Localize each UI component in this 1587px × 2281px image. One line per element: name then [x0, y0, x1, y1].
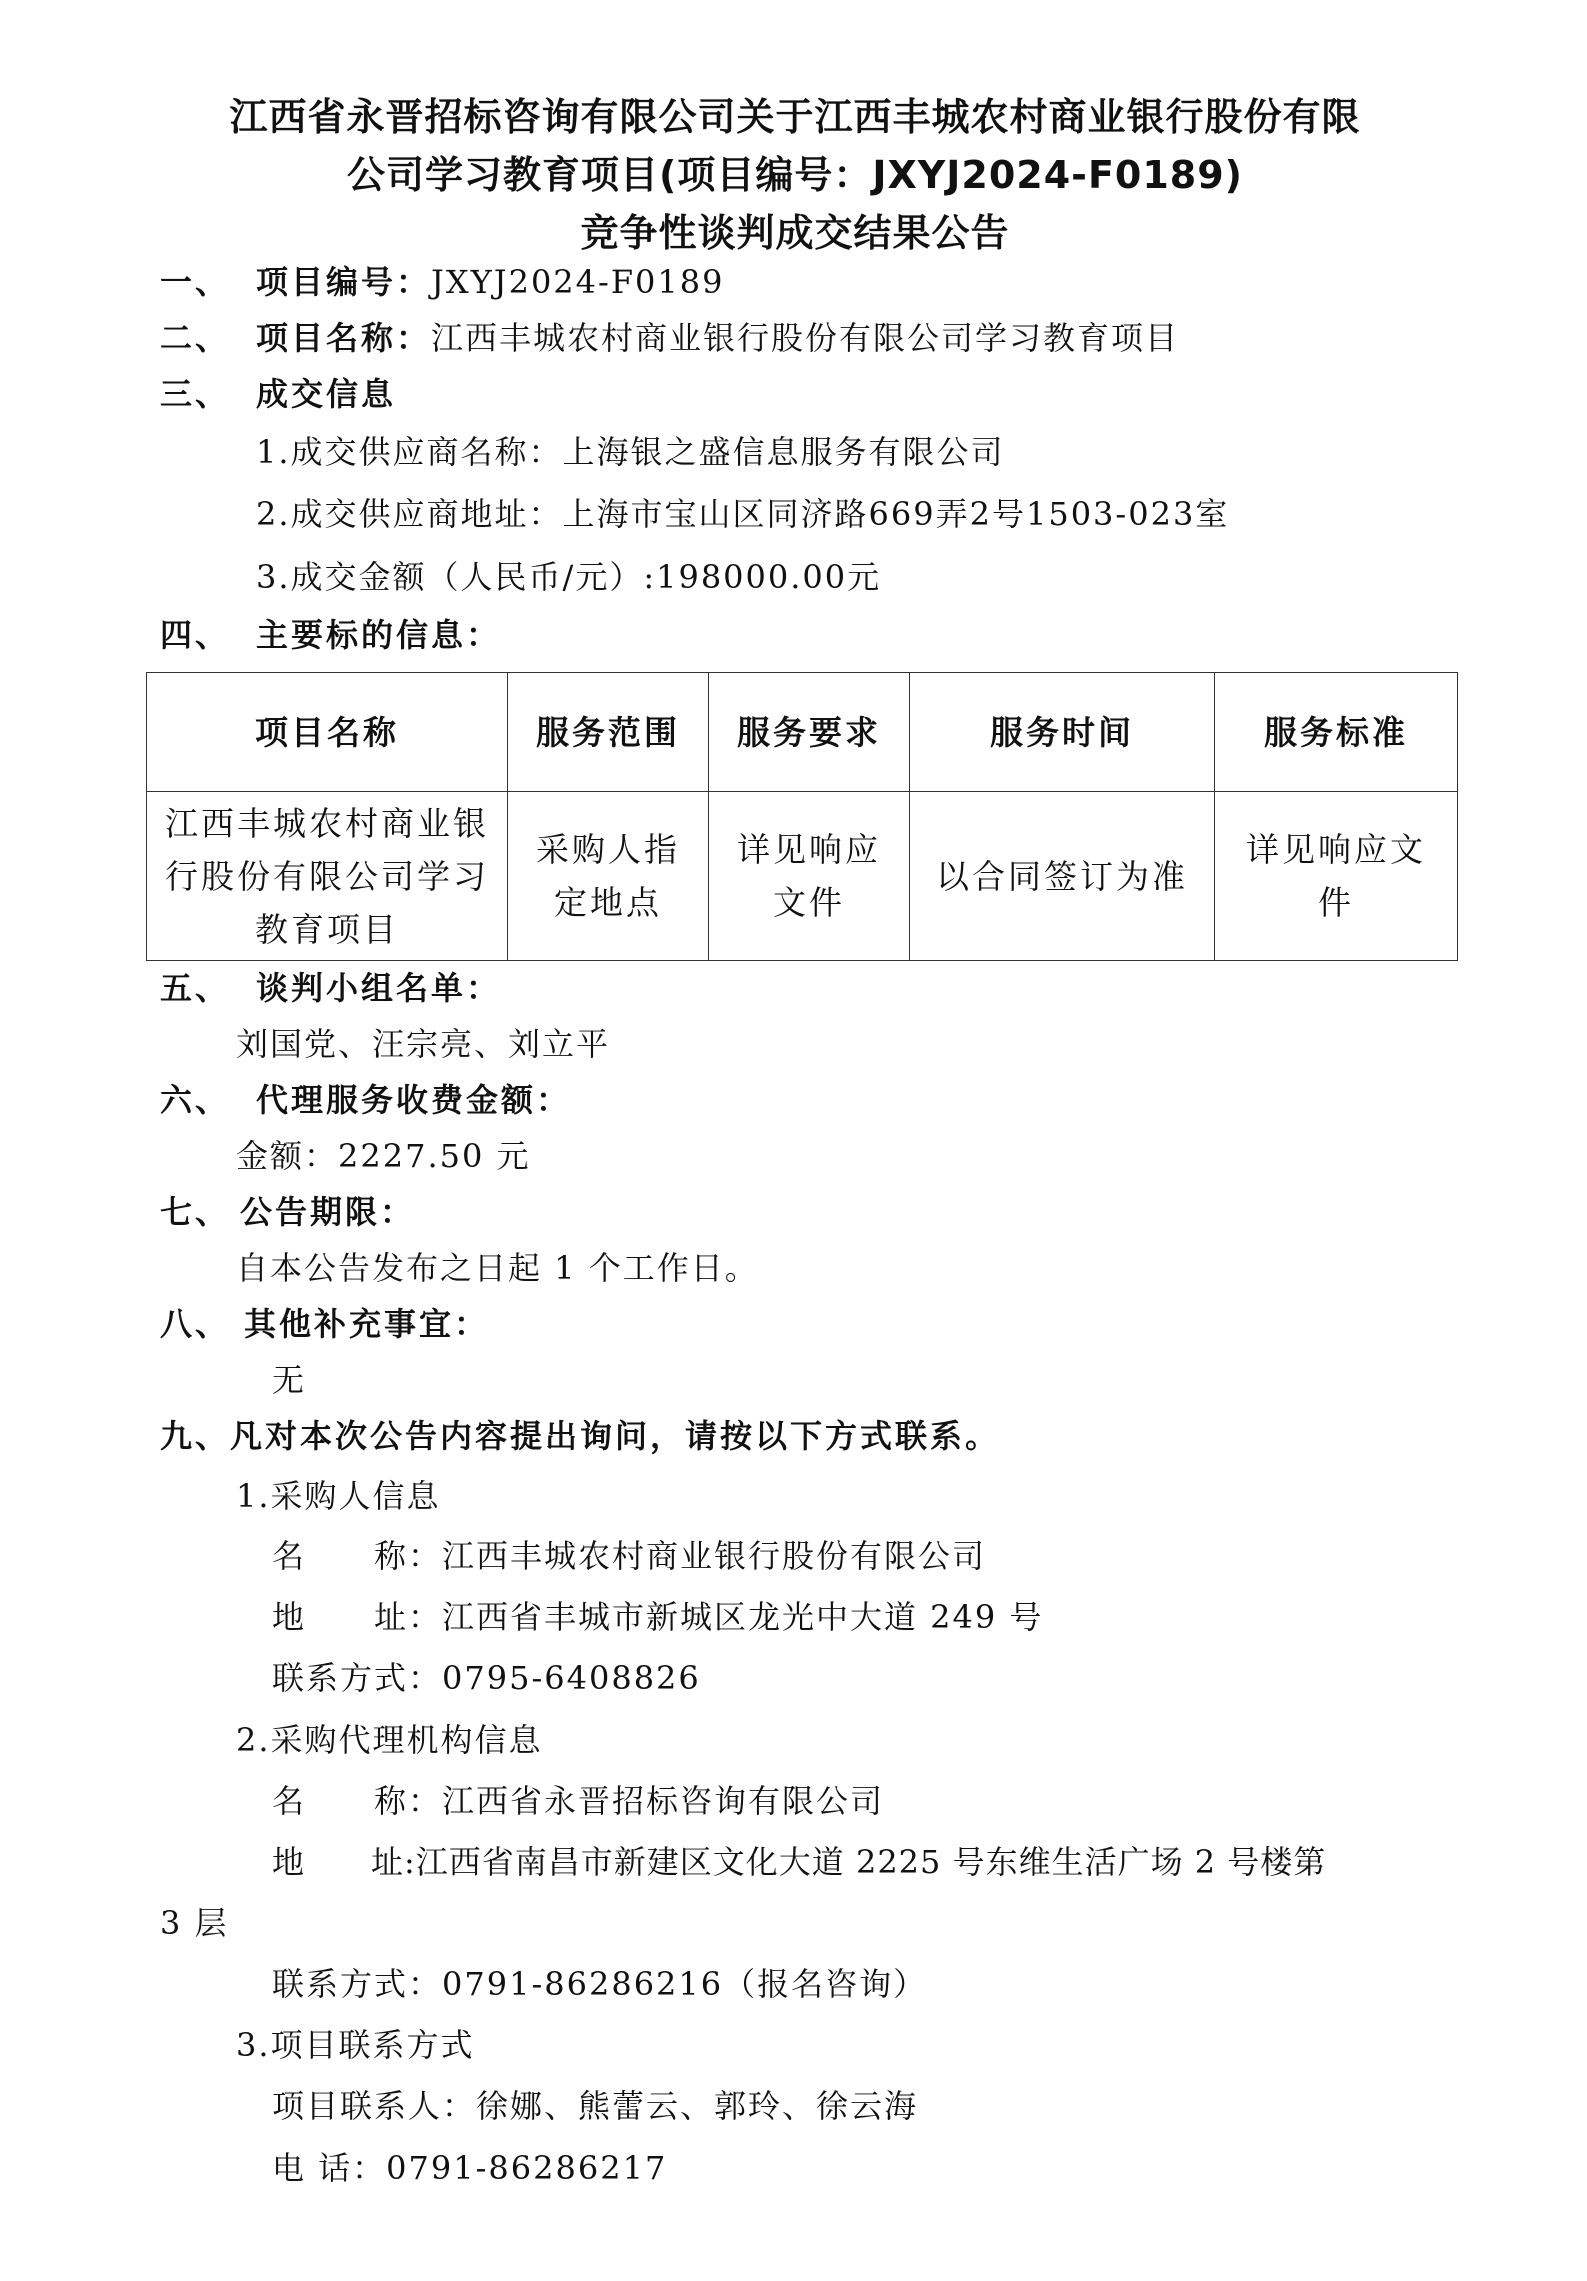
- table-header: 项目名称: [147, 673, 508, 792]
- section-4-label: 主要标的信息：: [256, 616, 502, 654]
- title-line-1: 江西省永晋招标咨询有限公司关于江西丰城农村商业银行股份有限: [229, 95, 1361, 139]
- agency-phone: 联系方式：0791-86286216（报名咨询）: [272, 1965, 928, 2003]
- notice-period: 自本公告发布之日起 1 个工作日。: [236, 1249, 759, 1287]
- section-2-label: 项目名称：: [256, 319, 432, 357]
- panel-members: 刘国党、汪宗亮、刘立平: [236, 1025, 611, 1063]
- section-7-number: 七、: [160, 1193, 231, 1231]
- section-6-label: 代理服务收费金额：: [256, 1081, 572, 1119]
- section-8-label: 其他补充事宜：: [244, 1305, 490, 1343]
- title-line-2: 公司学习教育项目(项目编号：JXYJ2024-F0189): [346, 153, 1244, 197]
- other-matters: 无: [272, 1361, 307, 1399]
- project-phone: 电 话：0791-86286217: [272, 2149, 668, 2187]
- project-contact-title: 3.项目联系方式: [236, 2026, 475, 2064]
- buyer-name: 名 称：江西丰城农村商业银行股份有限公司: [272, 1537, 987, 1575]
- project-name: 江西丰城农村商业银行股份有限公司学习教育项目: [431, 319, 1180, 357]
- table-row: [147, 792, 1458, 961]
- section-9-heading: 九、凡对本次公告内容提出询问，请按以下方式联系。: [160, 1417, 1001, 1455]
- table-cell: 详见响应文件: [1215, 792, 1458, 961]
- table-header: 服务范围: [508, 673, 709, 792]
- buyer-address: 地 址：江西省丰城市新城区龙光中大道 249 号: [272, 1598, 1044, 1636]
- table-cell: 详见响应文件: [709, 792, 910, 961]
- section-4-number: 四、: [160, 616, 231, 654]
- table-header: 服务标准: [1215, 673, 1458, 792]
- table-cell: 江西丰城农村商业银行股份有限公司学习教育项目: [147, 792, 508, 961]
- subject-info-table: [146, 672, 1458, 961]
- section-5-label: 谈判小组名单：: [256, 969, 502, 1007]
- section-1-label: 项目编号：: [256, 263, 432, 301]
- section-3-label: 成交信息: [256, 375, 397, 413]
- table-header: 服务要求: [709, 673, 910, 792]
- section-6-number: 六、: [160, 1081, 231, 1119]
- agency-name: 名 称：江西省永晋招标咨询有限公司: [272, 1782, 885, 1820]
- agency-info-title: 2.采购代理机构信息: [236, 1721, 543, 1759]
- project-number: JXYJ2024-F0189: [431, 263, 725, 301]
- agency-fee: 金额：2227.50 元: [236, 1137, 531, 1175]
- table-header: 服务时间: [910, 673, 1215, 792]
- project-contacts: 项目联系人：徐娜、熊蕾云、郭玲、徐云海: [272, 2087, 919, 2125]
- section-4: [160, 615, 501, 655]
- buyer-info-title: 1.采购人信息: [236, 1477, 441, 1515]
- section-8-number: 八、: [160, 1305, 231, 1343]
- section-7: [160, 1192, 415, 1232]
- section-5-number: 五、: [160, 969, 231, 1007]
- section-2: [160, 318, 1179, 358]
- deal-amount: 3.成交金额（人民币/元）:198000.00元: [256, 558, 882, 596]
- title-line-3: 竞争性谈判成交结果公告: [580, 211, 1010, 255]
- agency-address-cont: 3 层: [160, 1904, 229, 1942]
- section-3: [160, 374, 396, 414]
- section-5: [160, 968, 501, 1008]
- supplier-name: 1.成交供应商名称：上海银之盛信息服务有限公司: [256, 433, 1005, 471]
- section-6: [160, 1080, 571, 1120]
- section-7-label: 公告期限：: [240, 1193, 416, 1231]
- section-8: [160, 1304, 489, 1344]
- section-3-number: 三、: [160, 375, 231, 413]
- agency-address: 地 址:江西省南昌市新建区文化大道 2225 号东维生活广场 2 号楼第: [272, 1843, 1327, 1881]
- buyer-phone: 联系方式：0795-6408826: [272, 1659, 701, 1697]
- section-1-number: 一、: [160, 263, 231, 301]
- section-1: [160, 262, 724, 302]
- table-cell: 采购人指定地点: [508, 792, 709, 961]
- supplier-address: 2.成交供应商地址：上海市宝山区同济路669弄2号1503-023室: [256, 495, 1230, 533]
- section-2-number: 二、: [160, 319, 231, 357]
- table-cell: 以合同签订为准: [910, 792, 1215, 961]
- table-header-row: [147, 673, 1458, 792]
